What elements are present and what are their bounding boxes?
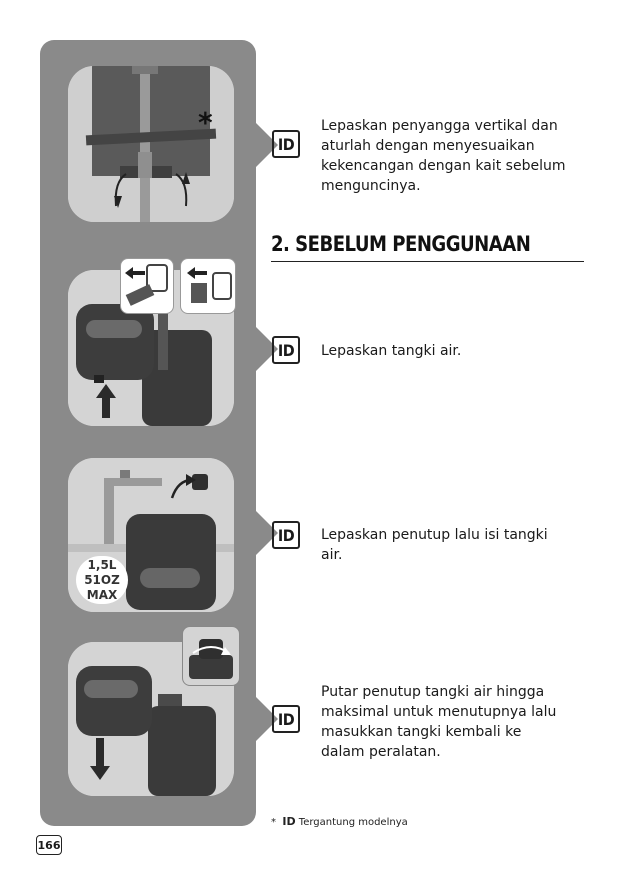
language-badge-step-2: ID bbox=[272, 336, 300, 364]
language-badge-step-4: ID bbox=[272, 705, 300, 733]
asterisk-mark: * bbox=[198, 106, 213, 139]
capacity-label bbox=[76, 556, 128, 604]
footnote-language: ID bbox=[282, 815, 296, 828]
capacity-max: MAX bbox=[86, 588, 118, 602]
step-2-text: Lepaskan tangki air. bbox=[321, 343, 462, 359]
step-1-text: Lepaskan penyangga vertikal dan aturlah dengan menyesuaikan kekencangan dengan kait sebelum menguncinya. bbox=[321, 118, 566, 194]
step-3-text: Lepaskan penutup lalu isi tangki air. bbox=[321, 527, 548, 563]
cap-close-inset bbox=[182, 626, 240, 686]
page-number: 166 bbox=[36, 835, 62, 855]
footnote-asterisk: * bbox=[271, 817, 276, 828]
footnote-text: Tergantung modelnya bbox=[298, 817, 408, 828]
illustration-vertical-support bbox=[68, 66, 234, 222]
footnote bbox=[271, 815, 408, 828]
step-4-text: Putar penutup tangki air hingga maksimal untuk menutupnya lalu masukkan tangki kembali ke dalam peralatan. bbox=[321, 684, 557, 760]
language-badge-step-3: ID bbox=[272, 521, 300, 549]
capacity-ounces: 51OZ bbox=[84, 573, 120, 587]
language-badge-step-1: ID bbox=[272, 130, 300, 158]
plug-illustration-right bbox=[180, 258, 236, 314]
capacity-liters: 1,5L bbox=[87, 558, 117, 572]
plug-illustration-left bbox=[120, 258, 174, 314]
section-title: 2. SEBELUM PENGGUNAAN bbox=[271, 232, 531, 256]
section-divider bbox=[271, 261, 584, 262]
